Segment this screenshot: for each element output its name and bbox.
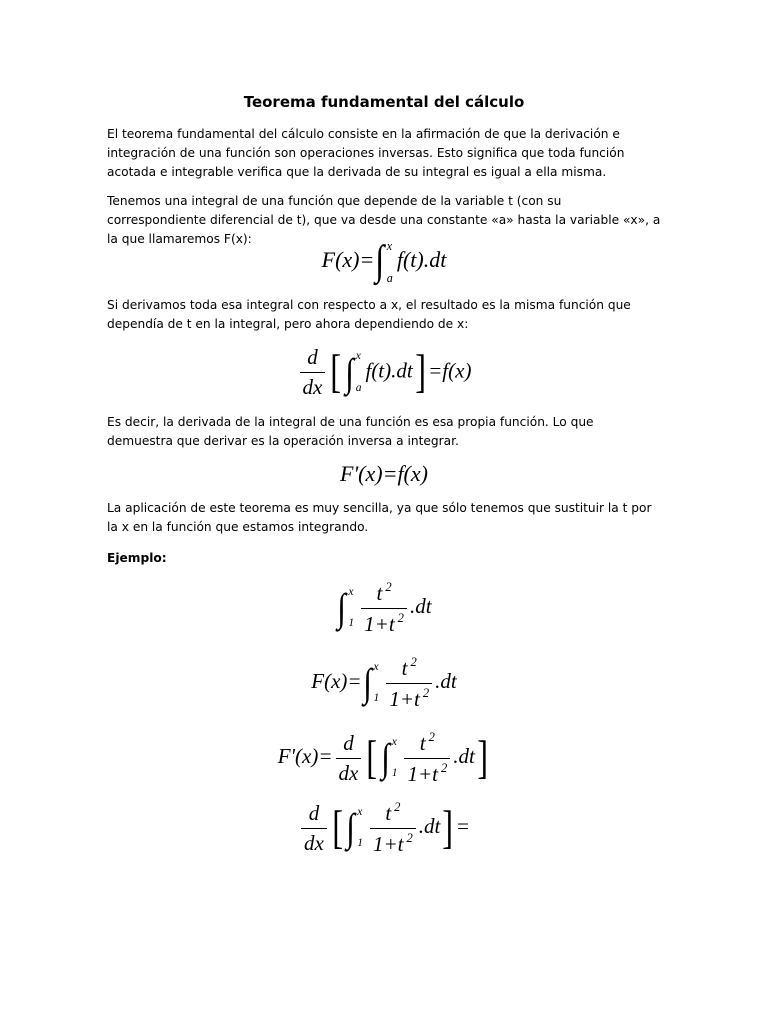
left-bracket: [ xyxy=(330,346,342,398)
example-equation-derivative xyxy=(0,800,768,857)
integral-limits: x a xyxy=(386,239,393,286)
integral-limits: x a xyxy=(355,349,362,394)
paragraph-integral-definition: Tenemos una integral de una función que depende de la variable t (con su correspondiente diferencial de t), que va desde una constante «a» hasta la variable «x», a la que llamaremos F(x): xyxy=(107,194,661,246)
example-equation-fx xyxy=(0,655,768,712)
right-bracket: ] xyxy=(415,346,426,398)
integrand: f(t).dt xyxy=(396,247,447,273)
integrand: f(t).dt xyxy=(365,358,413,383)
fraction-d-dx: $\frac{d}{dx}$ xyxy=(301,801,327,856)
fraction-d-dx: $\frac{d}{dx}$ xyxy=(300,345,326,400)
integral-limits: x 1 xyxy=(348,585,355,630)
integral-sign: ∫ xyxy=(375,238,385,285)
eq-rhs: =f(x) xyxy=(428,358,472,383)
eq-lhs: F(x)= xyxy=(311,669,362,694)
eq-rhs: f(x) xyxy=(397,461,428,486)
integral-limits: x 1 xyxy=(391,735,398,780)
integral-limits: x 1 xyxy=(373,660,380,705)
paragraph-application: La aplicación de este teorema es muy sencilla, ya que sólo tenemos que sustituir la t por la x en la función que estamos integrando. xyxy=(107,501,652,534)
eq-lhs: F'(x)= xyxy=(340,461,398,486)
integral-sign: ∫ xyxy=(337,585,347,631)
fraction-t2-over-1-plus-t2: $\frac{t ^2}{1+t ^2}$ xyxy=(386,655,432,712)
eq-lhs: F(x)= xyxy=(321,247,375,273)
example-equation-integral xyxy=(0,580,768,637)
fraction-t2-over-1-plus-t2: $\frac{t ^2}{1+t ^2}$ xyxy=(361,580,407,637)
integral-limits: x 1 xyxy=(357,805,363,850)
equation-fprime xyxy=(0,461,768,487)
integral-sign: ∫ xyxy=(380,735,390,781)
paragraph-conclusion: Es decir, la derivada de la integral de una función es esa propia función. Lo que demuestra que derivar es la operación inversa a integrar. xyxy=(107,415,594,448)
integral-sign: ∫ xyxy=(344,349,354,395)
eq-lhs: F'(x)= xyxy=(277,744,333,769)
right-bracket: ] xyxy=(442,802,454,854)
paragraph-derivative: Si derivamos toda esa integral con respecto a x, el resultado es la misma función que dependía de t en la integral, pero ahora dependiendo de x: xyxy=(107,298,631,331)
right-bracket: ] xyxy=(477,732,488,784)
differential: .dt xyxy=(435,669,457,694)
differential: .dt xyxy=(453,744,475,769)
equation-fx-definition xyxy=(0,240,768,284)
example-equation-fprime xyxy=(0,730,768,787)
differential: .dt xyxy=(418,814,441,839)
example-heading: Ejemplo: xyxy=(107,551,167,565)
page-title: Teorema fundamental del cálculo xyxy=(243,93,525,111)
left-bracket: [ xyxy=(332,802,343,854)
fraction-d-dx: $\frac{d}{dx}$ xyxy=(336,731,362,786)
integral-sign: ∫ xyxy=(346,805,356,851)
fraction-t2-over-1-plus-t2: $\frac{t ^2}{1+t ^2}$ xyxy=(370,800,416,857)
paragraph-intro: El teorema fundamental del cálculo consiste en la afirmación de que la derivación e integración de una función son operaciones inversas. Esto significa que toda función acotada e integrable verifica que la derivada de su integral es igual a ella misma. xyxy=(107,127,625,179)
differential: .dt xyxy=(409,594,432,619)
fraction-t2-over-1-plus-t2: $\frac{t ^2}{1+t ^2}$ xyxy=(404,730,450,787)
integral-sign: ∫ xyxy=(362,660,372,706)
equation-derivative-of-integral xyxy=(0,345,768,400)
trailing-equals: = xyxy=(455,814,470,839)
left-bracket: [ xyxy=(366,732,378,784)
